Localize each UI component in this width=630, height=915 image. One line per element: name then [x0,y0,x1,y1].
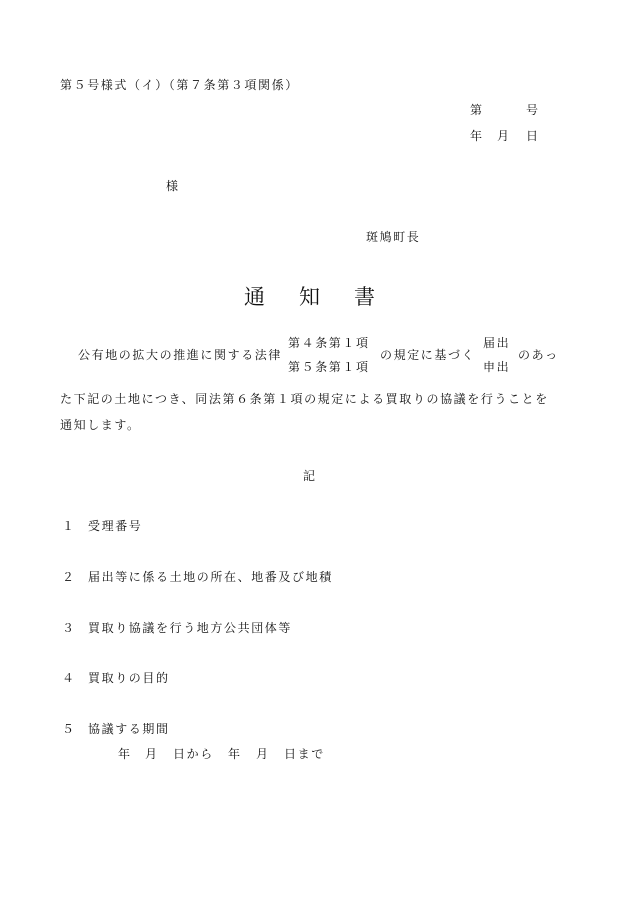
item-label: 届出等に係る土地の所在、地番及び地積 [88,570,333,584]
number-suffix: 号 [526,103,539,117]
item-label: 買取り協議を行う地方公共団体等 [88,621,293,635]
item-number: ２ [62,570,75,584]
title-char-1: 通 [244,285,265,309]
body-middle: の規定に基づく [380,348,476,362]
period-from-year: 年 [118,747,131,761]
article-option-2: 第５条第１項 [288,360,370,374]
body-line3: 通知します。 [60,418,141,432]
date-month: 月 [497,129,510,143]
date-day: 日 [526,129,539,143]
period-to-month: 月 [256,747,269,761]
item-number: ３ [62,621,75,635]
addressee-suffix: 様 [166,179,179,193]
item-label: 買取りの目的 [88,671,170,685]
item-number: ４ [62,671,75,685]
ki-heading: 記 [303,469,316,483]
item-number: ５ [62,722,75,736]
date-year: 年 [470,129,483,143]
item-number: １ [62,519,75,533]
number-prefix: 第 [470,103,483,117]
period-from-day: 日から [173,747,214,761]
type-option-2: 申出 [483,360,511,374]
item-label: 協議する期間 [88,722,170,736]
period-to-day: 日まで [284,747,325,761]
form-label: 第５号様式（イ）（第７条第３項関係） [60,78,299,92]
article-option-1: 第４条第１項 [288,336,370,350]
period-from-month: 月 [145,747,158,761]
item-label: 受理番号 [88,519,143,533]
period-to-year: 年 [228,747,241,761]
body-line1-end: のあっ [518,348,559,362]
issuer-name: 斑鳩町長 [366,230,421,244]
type-option-1: 届出 [483,336,511,350]
title-char-2: 知 [299,285,320,309]
title-char-3: 書 [354,285,375,309]
body-line2: た下記の土地につき、同法第６条第１項の規定による買取りの協議を行うことを [60,392,549,406]
body-intro: 公有地の拡大の推進に関する法律 [78,348,283,362]
